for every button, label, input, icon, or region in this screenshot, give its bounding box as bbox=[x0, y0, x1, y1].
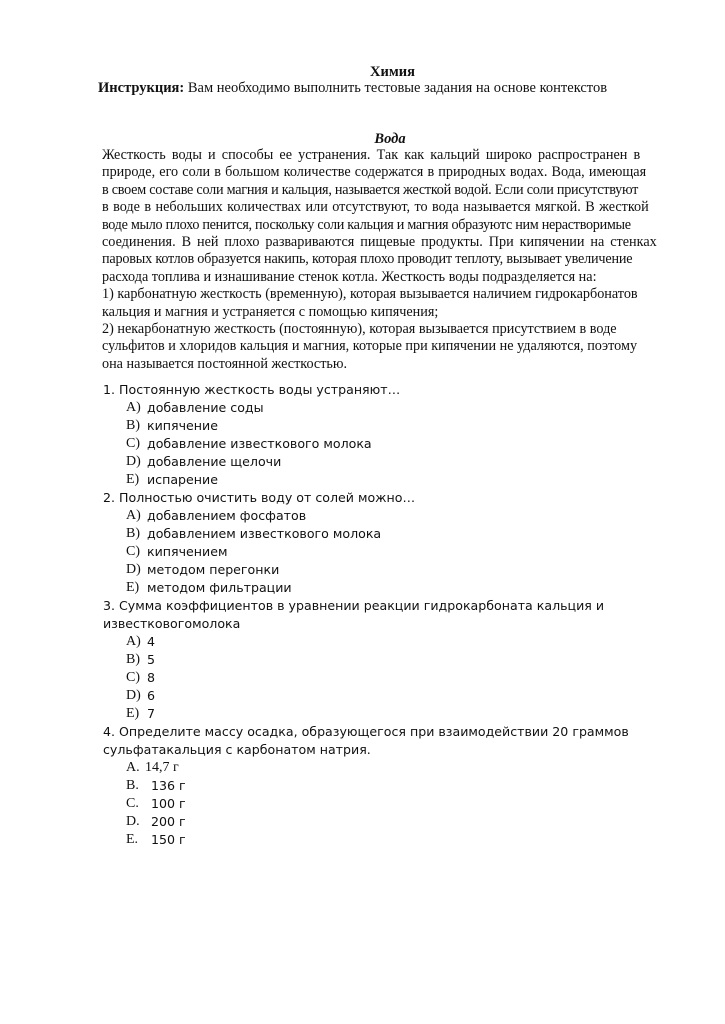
option-text: кипячением bbox=[147, 544, 228, 559]
option-letter: B) bbox=[126, 526, 140, 541]
option-e[interactable] bbox=[103, 471, 683, 489]
option-letter: B. bbox=[126, 778, 139, 793]
option-text: 6 bbox=[147, 688, 156, 703]
option-letter: A. bbox=[126, 760, 140, 775]
option-b[interactable] bbox=[103, 525, 683, 543]
option-text: 8 bbox=[147, 670, 156, 685]
option-letter: B) bbox=[126, 418, 140, 433]
option-text: 5 bbox=[147, 652, 156, 667]
option-text: 100 г bbox=[151, 796, 186, 811]
option-c[interactable] bbox=[103, 543, 683, 561]
option-text: добавление известкового молока bbox=[147, 436, 372, 451]
question-text: 3. Сумма коэффициентов в уравнении реакции гидрокарбоната кальция и bbox=[103, 598, 605, 613]
option-e[interactable] bbox=[103, 705, 683, 723]
context-line: в своем составе соли магния и кальция, называется жесткой водой. Если соли присутствуют bbox=[102, 181, 639, 198]
option-text: 7 bbox=[147, 706, 156, 721]
option-a[interactable] bbox=[103, 759, 683, 777]
context-line: воде мыло плохо пенится, поскольку соли кальция и магния образуютс ним нерастворимые bbox=[102, 216, 631, 233]
question-2 bbox=[103, 489, 683, 597]
option-e[interactable] bbox=[103, 831, 683, 849]
context-line: 1) карбонатную жесткость (временную), которая вызывается наличием гидрокарбонатов bbox=[102, 286, 638, 303]
questions-list bbox=[103, 381, 683, 849]
option-text: добавление соды bbox=[147, 400, 264, 415]
context-paragraph bbox=[102, 147, 674, 373]
option-text: кипячение bbox=[147, 418, 218, 433]
option-letter: D) bbox=[126, 454, 141, 469]
options-list bbox=[103, 507, 683, 597]
context-line: сульфитов и хлоридов кальция и магния, которые при кипячении не удаляются, поэтому bbox=[102, 338, 638, 355]
context-line: кальция и магния и устраняется с помощью кипячения; bbox=[102, 303, 439, 320]
option-text: 200 г bbox=[151, 814, 186, 829]
option-text: добавлением известкового молока bbox=[147, 526, 382, 541]
question-text: 4. Определите массу осадка, образующегося при взаимодействии 20 граммов bbox=[103, 724, 629, 739]
option-text: 150 г bbox=[151, 832, 186, 847]
option-letter: C. bbox=[126, 796, 139, 811]
option-text: 14,7 г bbox=[145, 760, 179, 775]
context-line: Жесткость воды и способы ее устранения. Так как кальций широко распространен в bbox=[102, 147, 641, 163]
option-text: добавлением фосфатов bbox=[147, 508, 307, 523]
context-line: 2) некарбонатную жесткость (постоянную), которая вызывается присутствием в воде bbox=[102, 321, 617, 338]
option-b[interactable] bbox=[103, 651, 683, 669]
option-letter: C) bbox=[126, 544, 140, 559]
option-letter: D) bbox=[126, 562, 141, 577]
option-d[interactable] bbox=[103, 561, 683, 579]
options-list bbox=[103, 759, 683, 849]
option-letter: E) bbox=[126, 580, 140, 595]
context-line: в воде в небольших количествах или отсутствуют, то вода называется мягкой. В жесткой bbox=[102, 199, 649, 216]
context-line: паровых котлов образуется накипь, которая плохо проводит теплоту, вызывает увеличение bbox=[102, 251, 633, 268]
option-b[interactable] bbox=[103, 417, 683, 435]
instruction-label: Инструкция: bbox=[98, 80, 185, 96]
instruction bbox=[98, 79, 607, 97]
option-text: 136 г bbox=[151, 778, 186, 793]
option-letter: B) bbox=[126, 652, 140, 667]
question-3 bbox=[103, 597, 683, 723]
option-letter: A) bbox=[126, 508, 141, 523]
option-letter: E) bbox=[126, 706, 140, 721]
document-title: Химия bbox=[370, 64, 415, 80]
option-c[interactable] bbox=[103, 795, 683, 813]
question-text: 2. Полностью очистить воду от солей можно… bbox=[103, 490, 416, 505]
option-d[interactable] bbox=[103, 687, 683, 705]
option-letter: D. bbox=[126, 814, 140, 829]
context-line: расхода топлива и изнашивание стенок котла. Жесткость воды подразделяется на: bbox=[102, 268, 597, 285]
context-line: она называется постоянной жесткостью. bbox=[102, 355, 348, 372]
option-text: 4 bbox=[147, 634, 156, 649]
option-d[interactable] bbox=[103, 453, 683, 471]
instruction-text: Вам необходимо выполнить тестовые задания на основе контекстов bbox=[184, 80, 608, 96]
option-a[interactable] bbox=[103, 399, 683, 417]
option-letter: E) bbox=[126, 472, 140, 487]
option-letter: A) bbox=[126, 634, 141, 649]
context-line: природе, его соли в большом количестве содержатся в природных водах. Вода, имеющая bbox=[102, 164, 647, 181]
option-text: испарение bbox=[147, 472, 218, 487]
option-letter: D) bbox=[126, 688, 141, 703]
option-c[interactable] bbox=[103, 669, 683, 687]
option-letter: E. bbox=[126, 832, 139, 847]
option-letter: A) bbox=[126, 400, 141, 415]
option-c[interactable] bbox=[103, 435, 683, 453]
context-line: соединения. В ней плохо развариваются пищевые продукты. При кипячении на стенках bbox=[102, 234, 657, 251]
context-title: Вода bbox=[374, 131, 406, 147]
option-text: методом фильтрации bbox=[147, 580, 292, 595]
options-list bbox=[103, 399, 683, 489]
option-letter: C) bbox=[126, 670, 140, 685]
question-text: 1. Постоянную жесткость воды устраняют… bbox=[103, 382, 401, 397]
question-1 bbox=[103, 381, 683, 489]
question-text: известковогомолока bbox=[103, 616, 241, 631]
option-b[interactable] bbox=[103, 777, 683, 795]
question-text: сульфатакальция с карбонатом натрия. bbox=[103, 742, 371, 757]
option-e[interactable] bbox=[103, 579, 683, 597]
option-a[interactable] bbox=[103, 507, 683, 525]
option-letter: C) bbox=[126, 436, 140, 451]
option-text: методом перегонки bbox=[147, 562, 280, 577]
options-list bbox=[103, 633, 683, 723]
option-d[interactable] bbox=[103, 813, 683, 831]
question-4 bbox=[103, 723, 683, 849]
option-a[interactable] bbox=[103, 633, 683, 651]
option-text: добавление щелочи bbox=[147, 454, 282, 469]
